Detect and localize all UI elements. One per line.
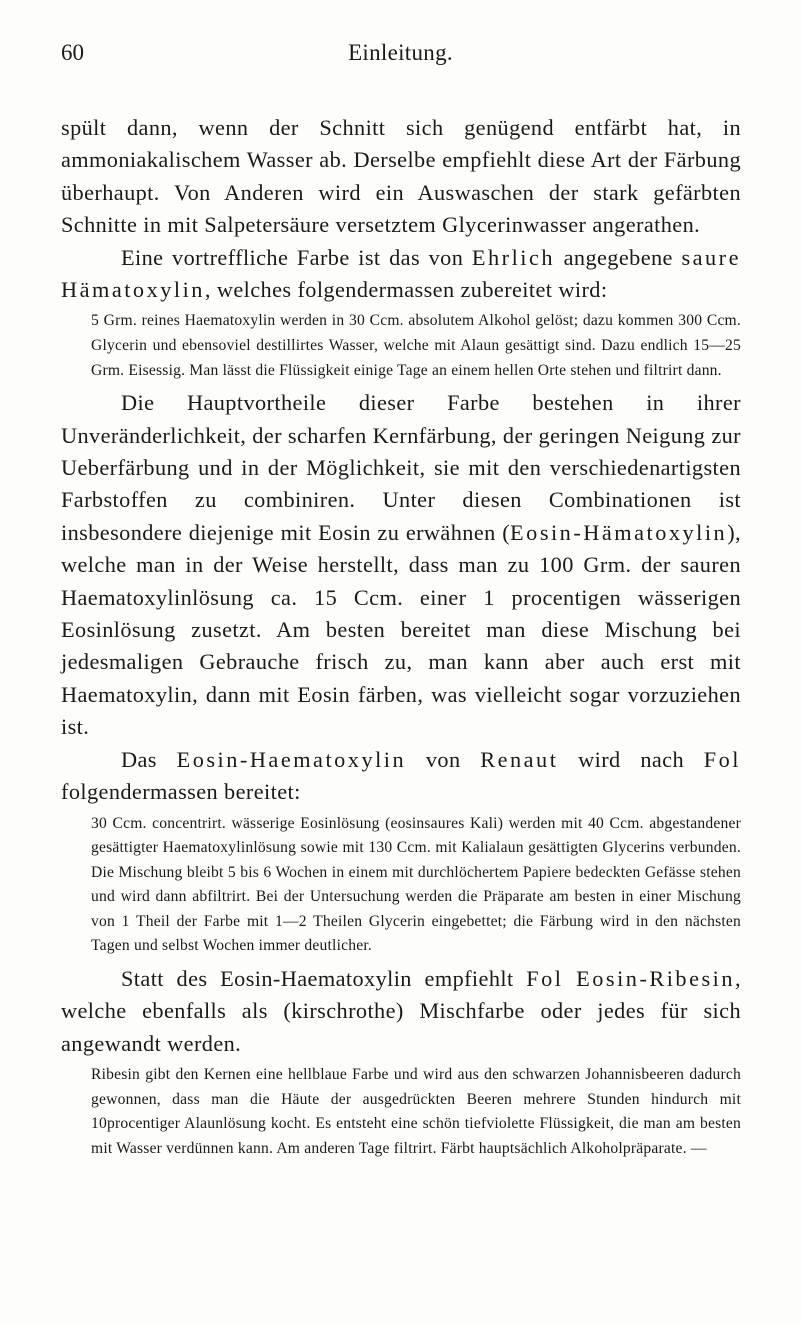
paragraph-text: ), welche man in der Weise herstellt, dass man zu 100 Grm. der sauren Haematoxylinlösung ca. 15 Ccm. einer 1 procentigen wässerigen Eosinlösung zusetzt. Am besten bereitet man diese Mischung bei jedesmaligen Gebrauche frisch zu, man kann aber auch erst mit Haematoxylin, dann mit Eosin färben, was vielleicht sogar vorzuziehen ist. [61, 519, 741, 740]
paragraph-saures-haematoxylin [61, 242, 741, 307]
paragraph-text: Eine vortreffliche Farbe ist das von [121, 244, 472, 270]
paragraph-text [563, 966, 576, 991]
paragraph-text: angegebene [555, 244, 682, 270]
stain-term: Eosin-Haematoxylin [176, 746, 407, 772]
recipe-small-print: 30 Ccm. concentrirt. wässerige Eosinlösung (eosinsaures Kali) werden mit 40 Ccm. abgestandener gesättigter Haematoxylinlösung sowie mit 130 Ccm. mit Kalialaun gesättigten Glycerins verbunden. Die Mischung bleibt 5 bis 6 Wochen in einem mit durchlöchertem Papiere bedeckten Gefässe stehen und wird dann abfiltrirt. Bei der Untersuchung werden die Präparate am besten in einer Mischung von 1 Theil der Farbe mit 1—2 Theilen Glycerin eingebettet; die Färbung wird in den nächsten Tagen und selbst Wochen immer deutlicher. [91, 814, 741, 955]
page-number: 60 [61, 40, 84, 65]
author-name: Fol [703, 746, 741, 772]
paragraph-text: Statt des Eosin-Haematoxylin empfiehlt [121, 966, 527, 992]
paragraph-text: , welches folgendermassen zubereitet wird: [204, 277, 608, 303]
paragraph-text: Das [121, 746, 177, 772]
recipe-small-print: Ribesin gibt den Kernen eine hellblaue Farbe und wird aus den schwarzen Johannisbeeren dadurch gewonnen, dass man die Häute der ausgedrückten Beeren mehrere Stunden hindurch mit 10procentiger Alaunlösung kocht. Es entsteht eine schön tiefviolette Flüssigkeit, die man am besten mit Wasser verdünnen kann. Am anderen Tage filtrirt. Färbt hauptsächlich Alkoholpräparate. — [91, 1066, 741, 1158]
page-header [61, 40, 740, 70]
paragraph-continuation: spült dann, wenn der Schnitt sich genügend entfärbt hat, in ammoniakalischem Wasser ab. Derselbe empfiehlt diese Art der Färbung überhaupt. Von Anderen wird ein Auswaschen der stark gefärbten Schnitte in mit Salpetersäure versetztem Glycerinwasser angerathen. [61, 115, 741, 238]
stain-term: Eosin-Hämatoxylin [510, 519, 728, 545]
paragraph-text: folgendermassen bereitet: [61, 779, 301, 805]
author-name: Fol [526, 966, 564, 992]
author-name: Ehrlich [471, 244, 556, 270]
paragraph-hauptvortheile [61, 387, 741, 743]
stain-term: Eosin-Ribesin [576, 966, 736, 992]
paragraph-text: Die Hauptvortheile dieser Farbe bestehen in ihrer Unveränderlichkeit, der scharfen Kernfärbung, der geringen Neigung zur Ueberfärbung und in der Möglichkeit, sie mit den verschiedenartigsten Farbstoffen zu combiniren. Unter diesen Combinationen ist insbesondere diejenige mit Eosin zu erwähnen ( [61, 390, 741, 545]
paragraph-eosin-ribesin [61, 963, 741, 1060]
stain-term: saure Hämatoxylin [61, 244, 741, 303]
running-head: Einleitung. [348, 40, 453, 65]
paragraph-renaut [61, 744, 741, 809]
recipe-small-print: 5 Grm. reines Haematoxylin werden in 30 Ccm. absolutem Alkohol gelöst; dazu kommen 300 Ccm. Glycerin und ebensoviel destillirtes Wasser, welche mit Alaun gesättigt sind. Dazu endlich 15—25 Grm. Eisessig. Man lässt die Flüssigkeit einige Tage an einem hellen Orte stehen und filtrirt dann. [91, 312, 741, 379]
paragraph-text: wird nach [558, 746, 704, 772]
author-name: Renaut [480, 746, 559, 772]
page-body [61, 112, 741, 1162]
paragraph-text: , welche ebenfalls als (kirschrothe) Mischfarbe oder jedes für sich angewandt werden. [61, 966, 741, 1056]
paragraph-text: von [406, 746, 481, 772]
